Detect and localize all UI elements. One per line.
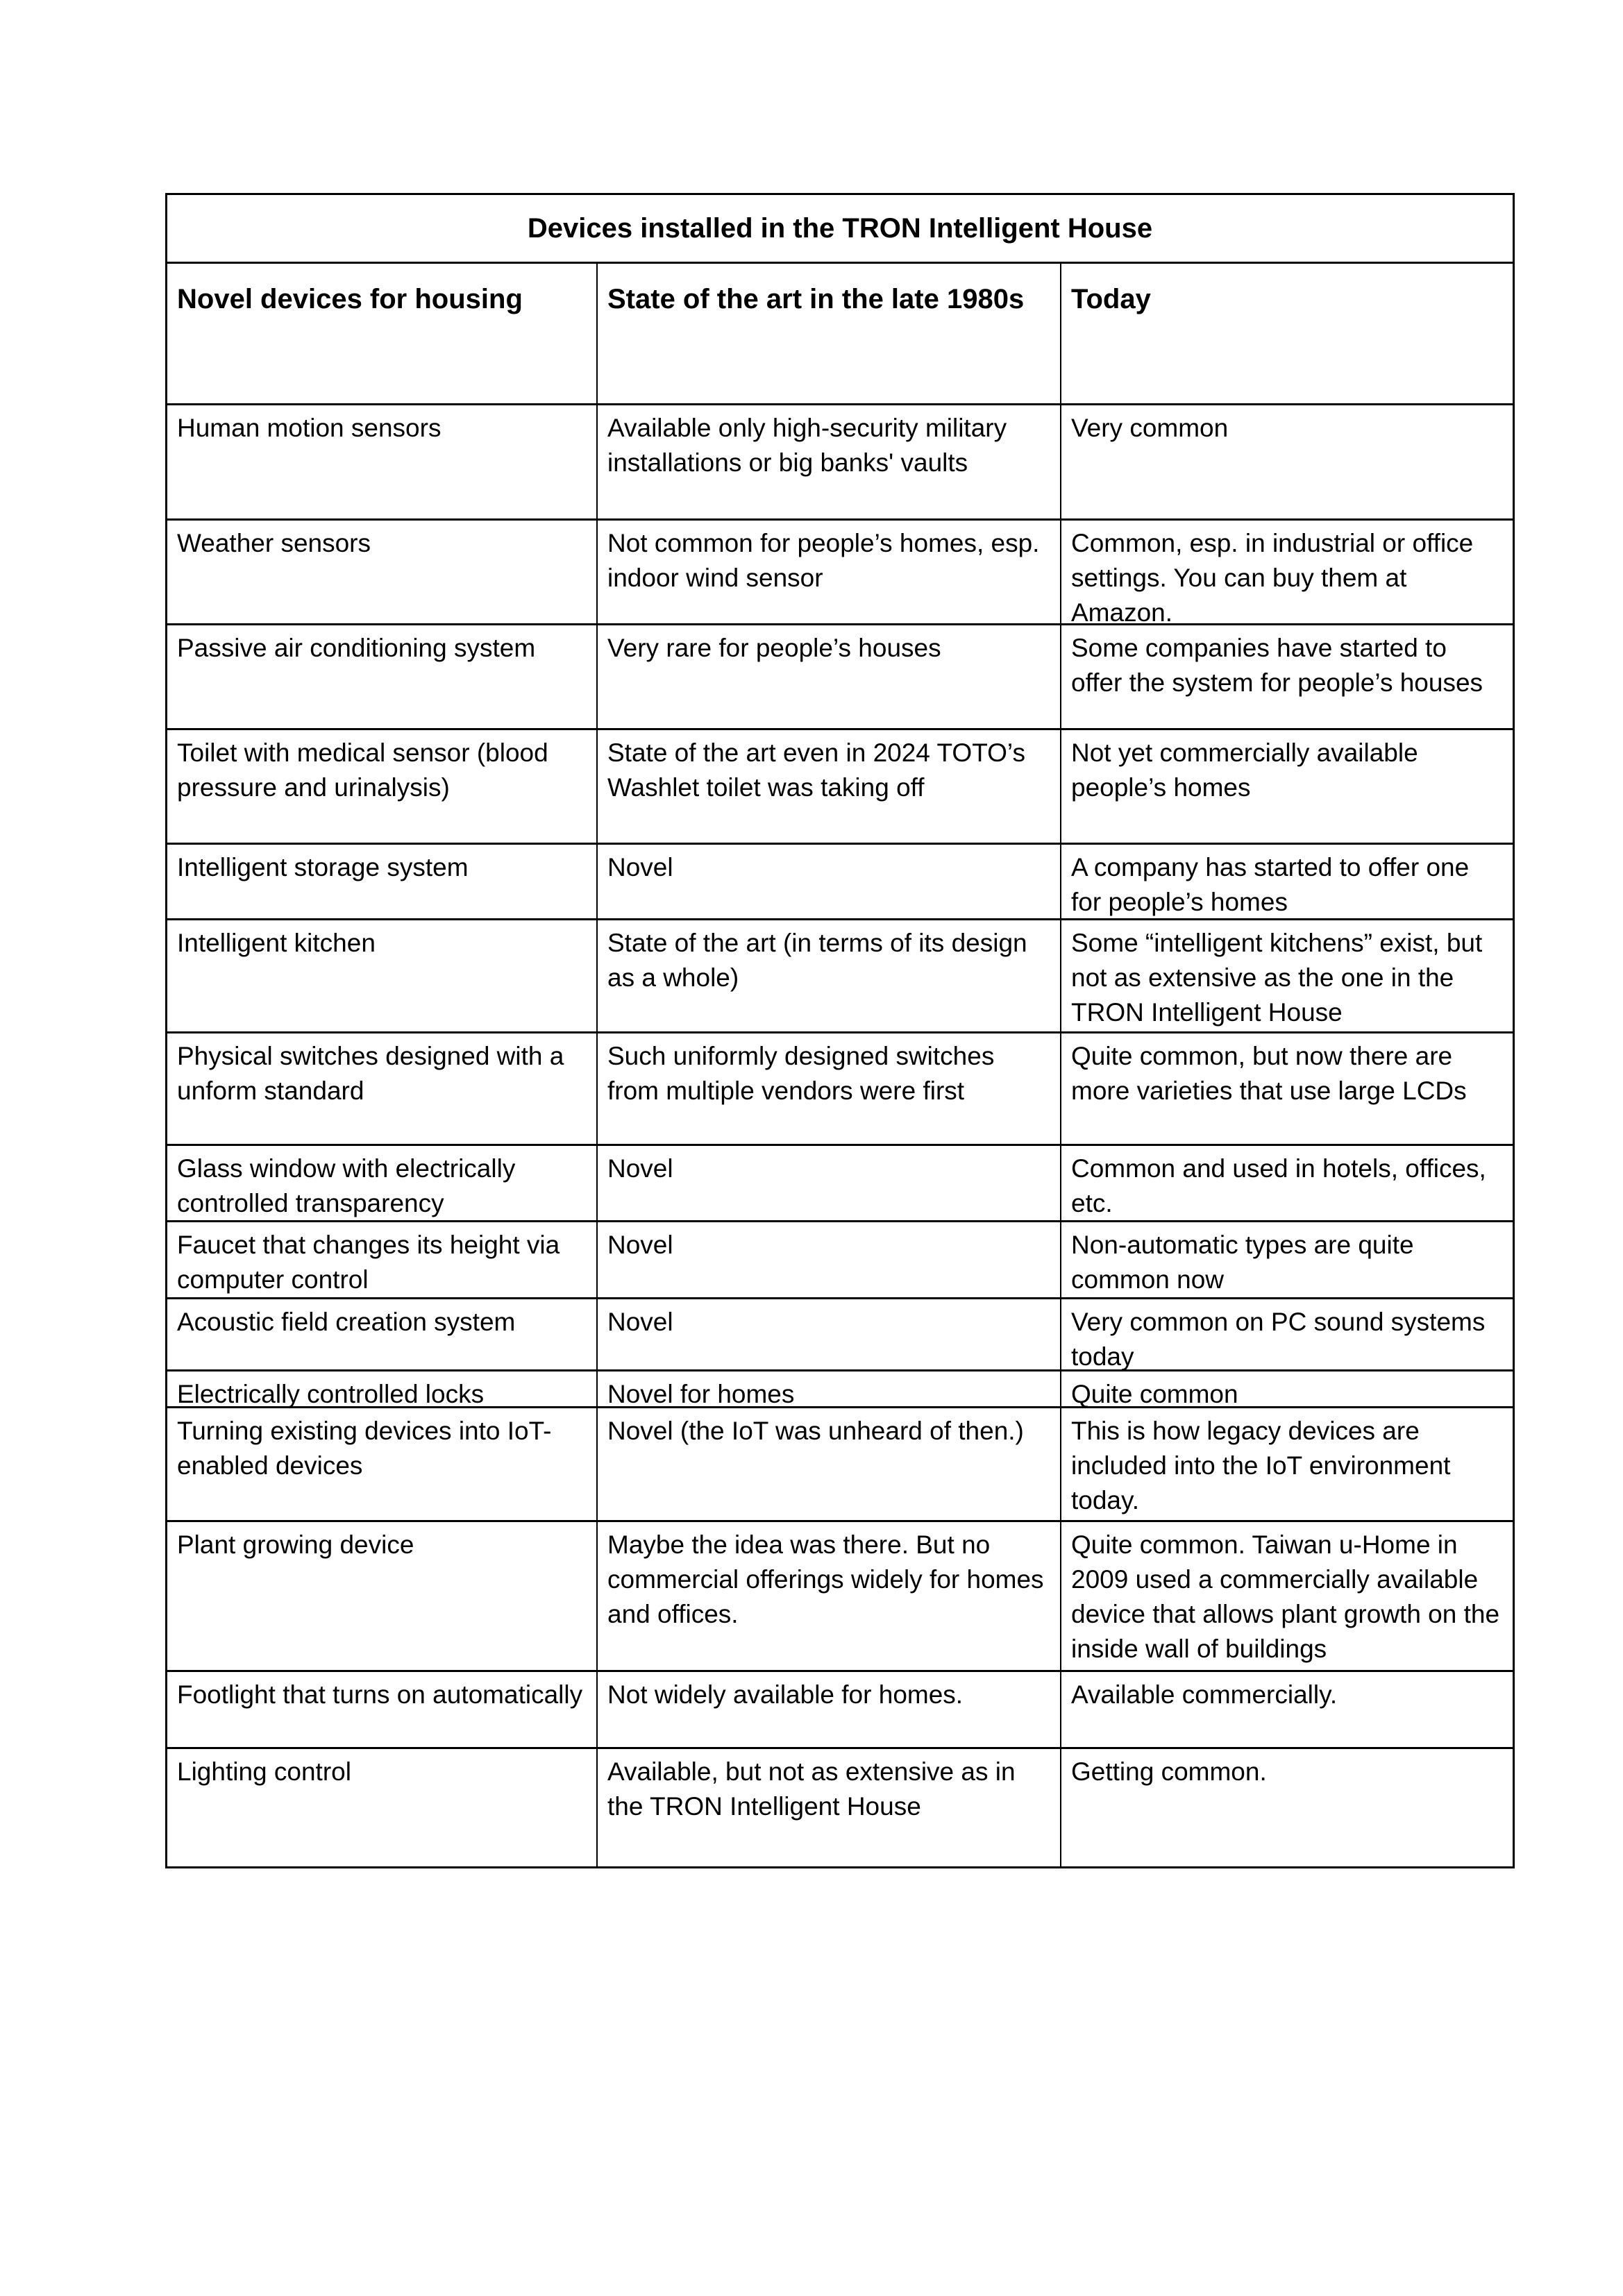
table-row	[165, 1033, 1515, 1146]
late-1980s-cell: Available only high-security military installations or big banks' vaults	[598, 405, 1061, 518]
table-row	[165, 845, 1515, 920]
table-title: Devices installed in the TRON Intelligent House	[165, 193, 1515, 264]
late-1980s-cell: Not common for people’s homes, esp. indoor wind sensor	[598, 521, 1061, 623]
table-row	[165, 1408, 1515, 1522]
table-row	[165, 730, 1515, 845]
device-cell: Glass window with electrically controlled transparency	[167, 1146, 598, 1220]
today-cell: Some companies have started to offer the system for people’s houses	[1071, 634, 1483, 697]
table-row	[165, 1749, 1515, 1868]
today-cell: Quite common. Taiwan u-Home in 2009 used a commercially available device that allows plant growth on the inside wall of buildings	[1071, 1530, 1500, 1663]
today-cell: Quite common, but now there are more varieties that use large LCDs	[1071, 1042, 1467, 1105]
table-row	[165, 1672, 1515, 1749]
table-header-row	[165, 264, 1515, 405]
today-cell: Very common	[1071, 414, 1229, 442]
table-row	[165, 920, 1515, 1033]
late-1980s-cell: Very rare for people’s houses	[598, 625, 1061, 728]
device-cell: Turning existing devices into IoT-enabled devices	[167, 1408, 598, 1520]
device-cell: Acoustic field creation system	[167, 1299, 598, 1369]
device-cell: Passive air conditioning system	[167, 625, 598, 728]
late-1980s-cell: Novel (the IoT was unheard of then.)	[598, 1408, 1061, 1520]
table-row	[165, 1299, 1515, 1371]
device-cell: Weather sensors	[167, 521, 598, 623]
device-cell: Toilet with medical sensor (blood pressure and urinalysis)	[167, 730, 598, 843]
today-cell: Common and used in hotels, offices, etc.	[1071, 1154, 1486, 1217]
header-novel-devices: Novel devices for housing	[167, 264, 598, 403]
today-cell: Getting common.	[1071, 1757, 1267, 1786]
today-cell: A company has started to offer one for people’s homes	[1071, 853, 1470, 916]
late-1980s-cell: Novel	[598, 1222, 1061, 1297]
today-cell: Non-automatic types are quite common now	[1071, 1231, 1414, 1294]
device-cell: Footlight that turns on automatically	[167, 1672, 598, 1747]
late-1980s-cell: Available, but not as extensive as in the TRON Intelligent House	[598, 1749, 1061, 1866]
late-1980s-cell: State of the art even in 2024 TOTO’s Washlet toilet was taking off	[598, 730, 1061, 843]
table-row	[165, 625, 1515, 730]
late-1980s-cell: Maybe the idea was there. But no commercial offerings widely for homes and offices.	[598, 1522, 1061, 1670]
late-1980s-cell: Not widely available for homes.	[598, 1672, 1061, 1747]
device-cell: Intelligent kitchen	[167, 920, 598, 1031]
today-cell: This is how legacy devices are included into the IoT environment today.	[1071, 1417, 1451, 1514]
table-row	[165, 405, 1515, 521]
today-cell: Available commercially.	[1071, 1680, 1338, 1709]
late-1980s-cell: State of the art (in terms of its design as a whole)	[598, 920, 1061, 1031]
late-1980s-cell: Such uniformly designed switches from multiple vendors were first	[598, 1033, 1061, 1144]
header-state-of-art: State of the art in the late 1980s	[598, 264, 1061, 403]
today-cell: Quite common	[1071, 1380, 1238, 1408]
device-cell: Human motion sensors	[167, 405, 598, 518]
table-row	[165, 1522, 1515, 1672]
device-cell: Lighting control	[167, 1749, 598, 1866]
table-row	[165, 1371, 1515, 1408]
table-row	[165, 1146, 1515, 1222]
today-cell: Not yet commercially available people’s homes	[1071, 738, 1418, 802]
late-1980s-cell: Novel	[598, 1299, 1061, 1369]
late-1980s-cell: Novel	[598, 845, 1061, 918]
device-cell: Physical switches designed with a unform standard	[167, 1033, 598, 1144]
late-1980s-cell: Novel	[598, 1146, 1061, 1220]
header-today: Today	[1071, 284, 1151, 314]
device-cell: Faucet that changes its height via computer control	[167, 1222, 598, 1297]
late-1980s-cell: Novel for homes	[598, 1371, 1061, 1406]
today-cell: Some “intelligent kitchens” exist, but not as extensive as the one in the TRON Intelligent House	[1071, 929, 1483, 1027]
device-cell: Intelligent storage system	[167, 845, 598, 918]
table-row	[165, 1222, 1515, 1299]
device-cell: Electrically controlled locks	[167, 1371, 598, 1406]
table-row	[165, 521, 1515, 625]
today-cell: Very common on PC sound systems today	[1071, 1308, 1486, 1371]
today-cell: Common, esp. in industrial or office settings. You can buy them at Amazon.	[1071, 529, 1474, 627]
device-cell: Plant growing device	[167, 1522, 598, 1670]
